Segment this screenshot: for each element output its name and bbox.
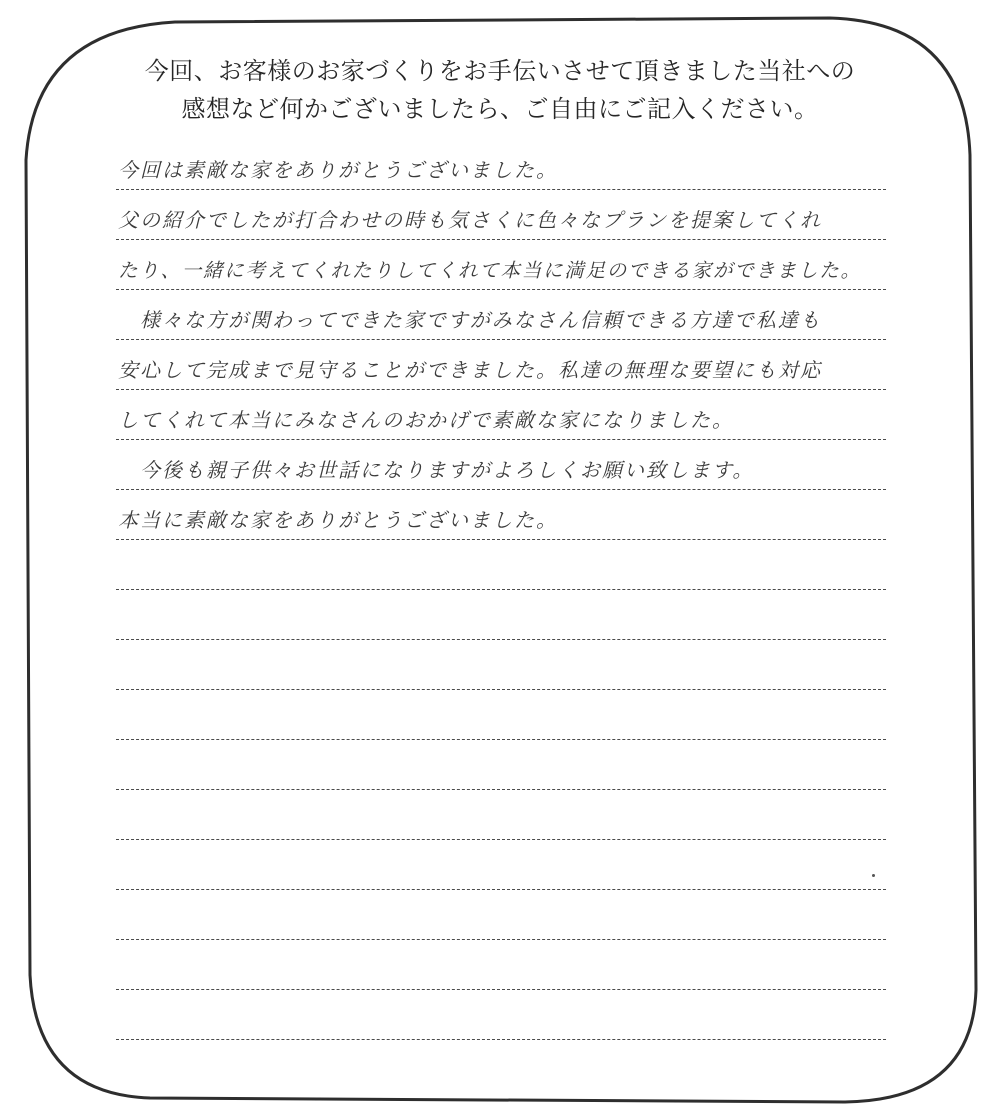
ink-speck — [872, 874, 875, 877]
writing-line — [116, 590, 886, 640]
writing-line — [116, 490, 886, 540]
handwritten-line: してくれて本当にみなさんのおかげで素敵な家になりました。 — [118, 408, 734, 432]
header-line-1: 今回、お客様のお家づくりをお手伝いさせて頂きました当社への — [144, 57, 856, 85]
writing-line — [116, 990, 886, 1040]
writing-line — [116, 390, 886, 440]
handwritten-line: 父の紹介でしたが打合わせの時も気さくに色々なプランを提案してくれ — [118, 208, 822, 232]
writing-line — [116, 190, 886, 240]
writing-line — [116, 440, 886, 490]
writing-line — [116, 240, 886, 290]
writing-line — [116, 140, 886, 190]
writing-line — [116, 640, 886, 690]
handwritten-line: 安心して完成まで見守ることができました。私達の無理な要望にも対応 — [118, 358, 822, 382]
writing-line — [116, 690, 886, 740]
writing-line — [116, 290, 886, 340]
writing-line — [116, 790, 886, 840]
handwritten-line: 様々な方が関わってできた家ですがみなさん信頼できる方達で私達も — [140, 308, 822, 332]
handwritten-line: 今回は素敵な家をありがとうございました。 — [118, 158, 558, 182]
header-line-2: 感想など何かございましたら、ご自由にご記入ください。 — [181, 95, 819, 123]
writing-area — [116, 140, 886, 1060]
writing-line — [116, 840, 886, 890]
handwritten-line: たり、一緒に考えてくれたりしてくれて本当に満足のできる家ができました。 — [118, 259, 862, 282]
handwritten-line: 本当に素敵な家をありがとうございました。 — [118, 508, 558, 532]
writing-line — [116, 540, 886, 590]
writing-line — [116, 940, 886, 990]
writing-line — [116, 890, 886, 940]
form-header — [120, 52, 880, 128]
writing-line — [116, 740, 886, 790]
handwritten-line: 今後も親子供々お世話になりますがよろしくお願い致します。 — [140, 458, 755, 482]
writing-line — [116, 340, 886, 390]
